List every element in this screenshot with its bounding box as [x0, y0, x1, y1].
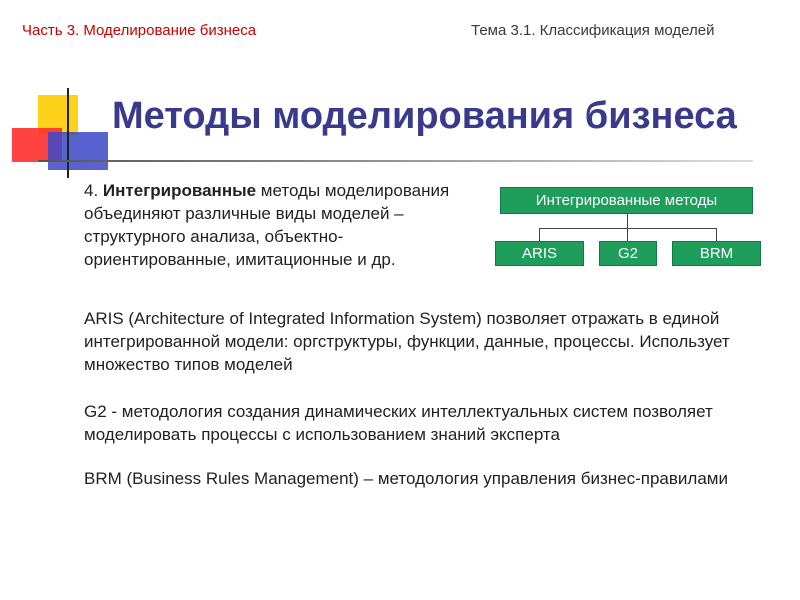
diagram-connector [627, 228, 628, 241]
aris-paragraph: ARIS (Architecture of Integrated Information System) позволяет отражать в единой интегрированной модели: оргструктуры, функции, данные, процессы. Использует множество типов моделей [84, 309, 730, 374]
intro-bold: Интегрированные [102, 181, 257, 200]
logo-blue-square [48, 132, 108, 170]
header-topic: Тема 3.1. Классификация моделей [471, 22, 715, 39]
logo-vertical-line [67, 88, 69, 178]
brm-paragraph: BRM (Business Rules Management) – методология управления бизнес-правилами [84, 469, 728, 488]
diagram-box-aris: ARIS [495, 241, 584, 266]
page-title: Методы моделирования бизнеса [112, 95, 737, 137]
diagram-connector [539, 228, 540, 241]
g2-paragraph: G2 - методология создания динамических интеллектуальных систем позволяет моделировать процессы с использованием знаний эксперта [84, 402, 713, 444]
title-underline [38, 160, 753, 162]
diagram-connector [716, 228, 717, 241]
diagram-connector [539, 228, 717, 229]
diagram-root-box: Интегрированные методы [500, 187, 753, 214]
intro-rest: методы моделирования объединяют различные виды моделей – структурного анализа, объектно-ориентированные, имитационные и др. [84, 181, 450, 269]
diagram-box-g2: G2 [599, 241, 657, 266]
header-part: Часть 3. Моделирование бизнеса [22, 22, 257, 39]
diagram-connector [627, 214, 628, 228]
diagram-box-brm: BRM [672, 241, 761, 266]
intro-paragraph [84, 179, 474, 271]
intro-number: 4. [84, 181, 99, 200]
